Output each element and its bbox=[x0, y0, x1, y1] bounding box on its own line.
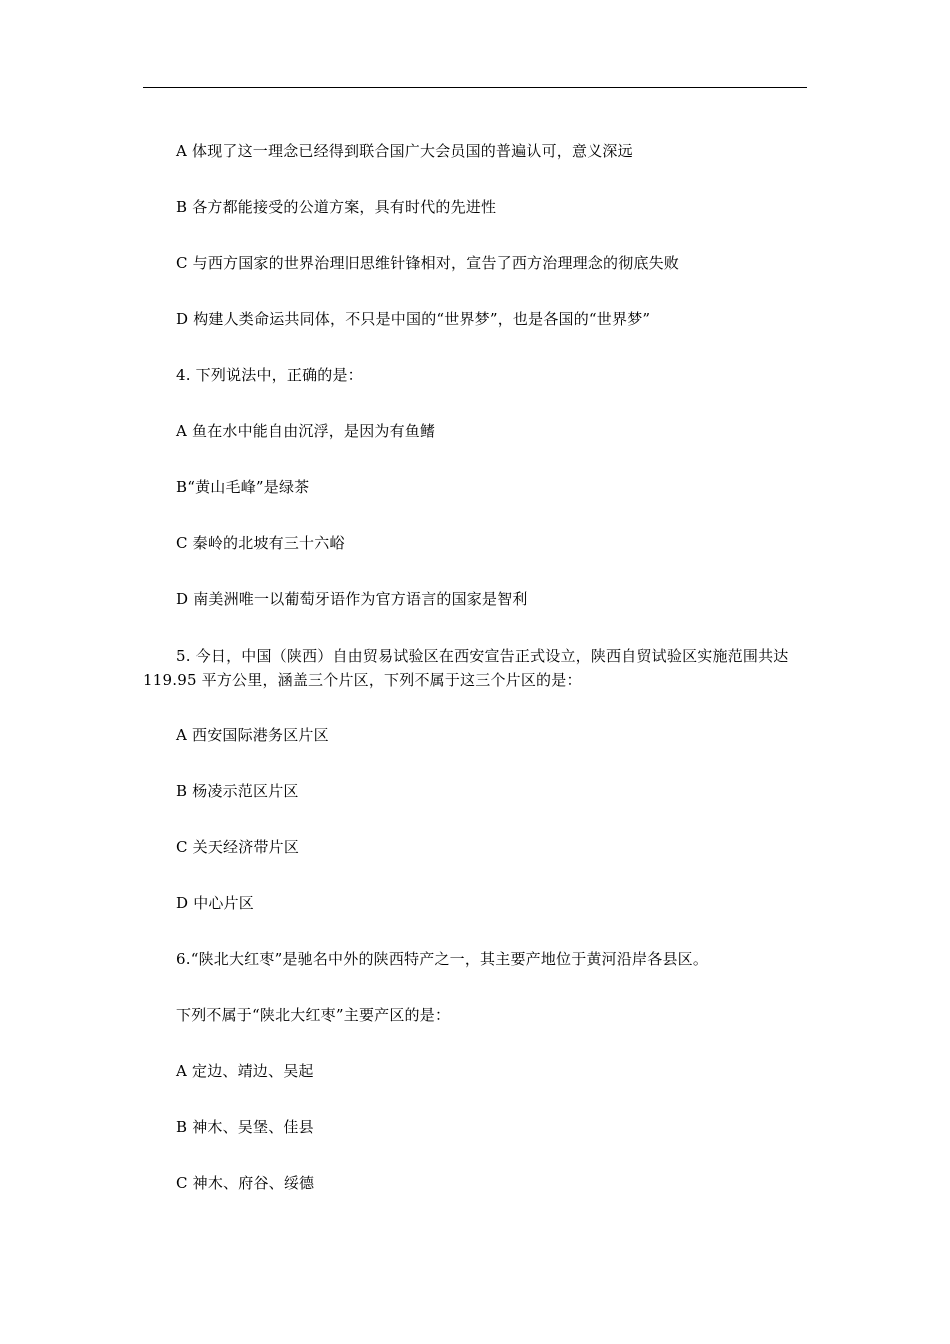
q4-option-a: A 鱼在水中能自由沉浮，是因为有鱼鳍 bbox=[176, 422, 436, 440]
option-b-line: B 各方都能接受的公道方案，具有时代的先进性 bbox=[176, 198, 497, 216]
question-6: 6.“陕北大红枣”是驰名中外的陕西特产之一，其主要产地位于黄河沿岸各县区。 bbox=[176, 950, 709, 968]
option-c-line: C 与西方国家的世界治理旧思维针锋相对，宣告了西方治理理念的彻底失败 bbox=[176, 254, 680, 272]
q5-option-b: B 杨凌示范区片区 bbox=[176, 782, 299, 800]
q5-option-d: D 中心片区 bbox=[176, 894, 254, 912]
q4-option-b: B“黄山毛峰”是绿茶 bbox=[176, 478, 310, 496]
q6-option-c: C 神木、府谷、绥德 bbox=[176, 1174, 315, 1192]
q5-option-a: A 西安国际港务区片区 bbox=[176, 726, 329, 744]
question-6-prompt: 下列不属于“陕北大红枣”主要产区的是： bbox=[176, 1006, 451, 1024]
question-5: 5. 今日，中国（陕西）自由贸易试验区在西安宣告正式设立，陕西自贸试验区实施范围共达 119.95 平方公里，涵盖三个片区，下列不属于这三个片区的是： bbox=[143, 647, 789, 689]
q4-option-d: D 南美洲唯一以葡萄牙语作为官方语言的国家是智利 bbox=[176, 590, 528, 608]
option-a-line: A 体现了这一理念已经得到联合国广大会员国的普遍认可，意义深远 bbox=[176, 142, 633, 160]
q4-option-c: C 秦岭的北坡有三十六峪 bbox=[176, 534, 345, 552]
q5-option-c: C 关天经济带片区 bbox=[176, 838, 300, 856]
question-4: 4. 下列说法中，正确的是： bbox=[176, 366, 363, 384]
q6-option-b: B 神木、吴堡、佳县 bbox=[176, 1118, 314, 1136]
option-d-line: D 构建人类命运共同体，不只是中国的“世界梦”，也是各国的“世界梦” bbox=[176, 310, 651, 328]
q6-option-a: A 定边、靖边、吴起 bbox=[176, 1062, 314, 1080]
header-rule bbox=[143, 87, 807, 88]
document-body bbox=[143, 140, 807, 1228]
